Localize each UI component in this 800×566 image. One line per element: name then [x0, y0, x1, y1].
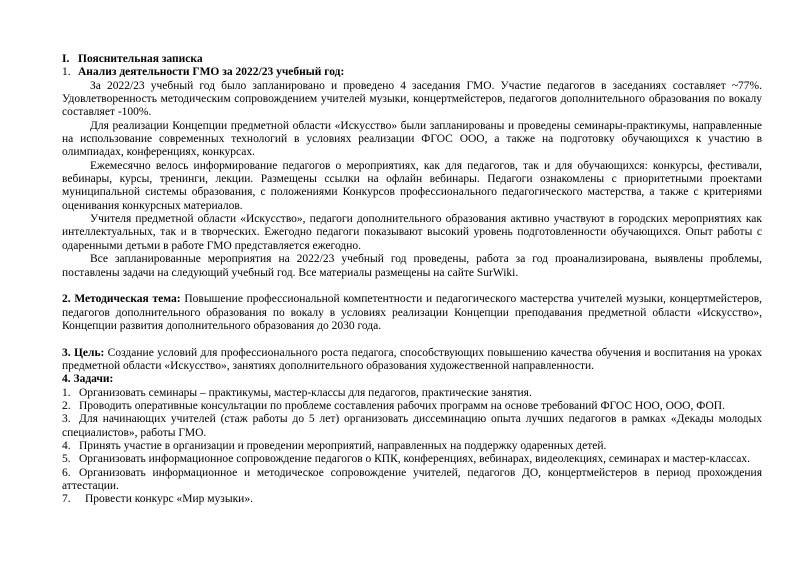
task-item-3-number: 3.	[62, 413, 71, 426]
task-item-5-text: Организовать информационное сопровождение педагогов о КПК, конференциях, вебинарах, видеолекциях, семинарах и мастер-классах.	[79, 453, 751, 466]
heading-explanatory-note	[62, 53, 762, 66]
heading-analysis-number: 1.	[62, 66, 71, 79]
heading-explanatory-note-label: Пояснительная записка	[78, 53, 203, 65]
method-theme-paragraph	[62, 293, 762, 333]
task-item-5-number: 5.	[62, 453, 71, 466]
heading-roman-numeral: I.	[62, 53, 70, 65]
task-item-7-number: 7.	[62, 493, 71, 506]
task-item-6	[62, 467, 762, 494]
task-item-4-text: Принять участие в организации и проведении мероприятий, направленных на поддержку одаренных детей.	[79, 439, 607, 452]
analysis-paragraph-1: За 2022/23 учебный год было запланировано и проведено 4 заседания ГМО. Участие педагогов в заседаниях составляет ~77%. Удовлетворенность методическим сопровождением учителей музыки, концертмейстеров, педагогов дополнительного образования по вокалу составляет -100%.	[62, 79, 762, 119]
task-item-7-text: Провести конкурс «Мир музыки».	[85, 493, 253, 506]
task-item-1	[62, 387, 762, 400]
task-item-4	[62, 440, 762, 453]
analysis-paragraph-4: Учителя предметной области «Искусство», педагоги дополнительного образования активно участвуют в городских мероприятиях как интеллектуальных, так и в творческих. Ежегодно педагоги показывают высокий уровень подготовленности обучающихся. Опыт работы с одаренными детьми в работе ГМО представляется ежегодно.	[62, 213, 762, 252]
goal-text: Создание условий для профессионального роста педагога, способствующих повышению качества обучения и воспитания на уроках предметной области «Искусство», занятиях дополнительного образования художественной направленности.	[62, 346, 762, 372]
goal-paragraph	[62, 347, 762, 374]
task-item-2-text: Проводить оперативные консультации по проблеме составления рабочих программ на основе требований ФГОС НОО, ООО, ФОП.	[79, 399, 725, 412]
task-item-6-text: Организовать информационное и методическое сопровождение учителей, педагогов ДО, концертмейстеров в период прохождения аттестации.	[62, 466, 762, 492]
heading-analysis	[62, 66, 762, 79]
task-item-4-number: 4.	[62, 439, 71, 452]
task-item-3-text: Для начинающих учителей (стаж работы до 5 лет) организовать диссеминацию опыта лучших педагогов в рамках «Декады молодых специалистов», работы ГМО.	[62, 413, 762, 439]
tasks-heading: 4. Задачи:	[62, 373, 114, 386]
goal-label: 3. Цель:	[62, 346, 105, 359]
document-content	[62, 53, 762, 507]
task-item-1-text: Организовать семинары – практикумы, мастер-классы для педагогов, практические занятия.	[79, 386, 532, 399]
task-item-3	[62, 413, 762, 440]
task-item-2	[62, 400, 762, 413]
analysis-paragraph-3: Ежемесячно велось информирование педагогов о мероприятиях, как для педагогов, так и для обучающихся: конкурсы, фестивали, вебинары, курсы, тренинги, лекции. Размещены ссылки на офлайн вебинары. Педагоги ознакомлены с приоритетными проектами муниципальной системы образования, с положениями Конкурсов профессионального педагогического мастерства, а также с критериями оценивания конкурсных материалов.	[62, 159, 762, 212]
heading-analysis-label: Анализ деятельности ГМО за 2022/23 учебный год:	[78, 66, 345, 79]
task-item-2-number: 2.	[62, 399, 71, 412]
method-theme-label: 2. Методическая тема:	[62, 293, 181, 306]
task-item-5	[62, 453, 762, 466]
task-item-1-number: 1.	[62, 386, 71, 399]
analysis-paragraph-2: Для реализации Концепции предметной области «Искусство» были запланированы и проведены семинары-практикумы, направленные на использование современных технологий в условиях реализации ФГОС ООО, а также на подготовку обучающихся к участию в олимпиадах, конференциях, конкурсах.	[62, 119, 762, 159]
method-theme-text: Повышение профессиональной компетентности и педагогического мастерства учителей музыки, концертмейстеров, педагогов дополнительного образования по вокалу в условиях реализации Концепции преподавания предметной области «Искусство», Концепции развития дополнительного образования до 2030 года.	[62, 293, 763, 332]
task-item-6-number: 6.	[62, 466, 71, 479]
analysis-paragraph-5: Все запланированные мероприятия на 2022/23 учебный год проведены, работа за год проанализирована, выявлены проблемы, поставлены задачи на следующий учебный год. Все материалы размещены на сайте SurWiki.	[62, 253, 762, 279]
task-item-7	[62, 493, 762, 506]
